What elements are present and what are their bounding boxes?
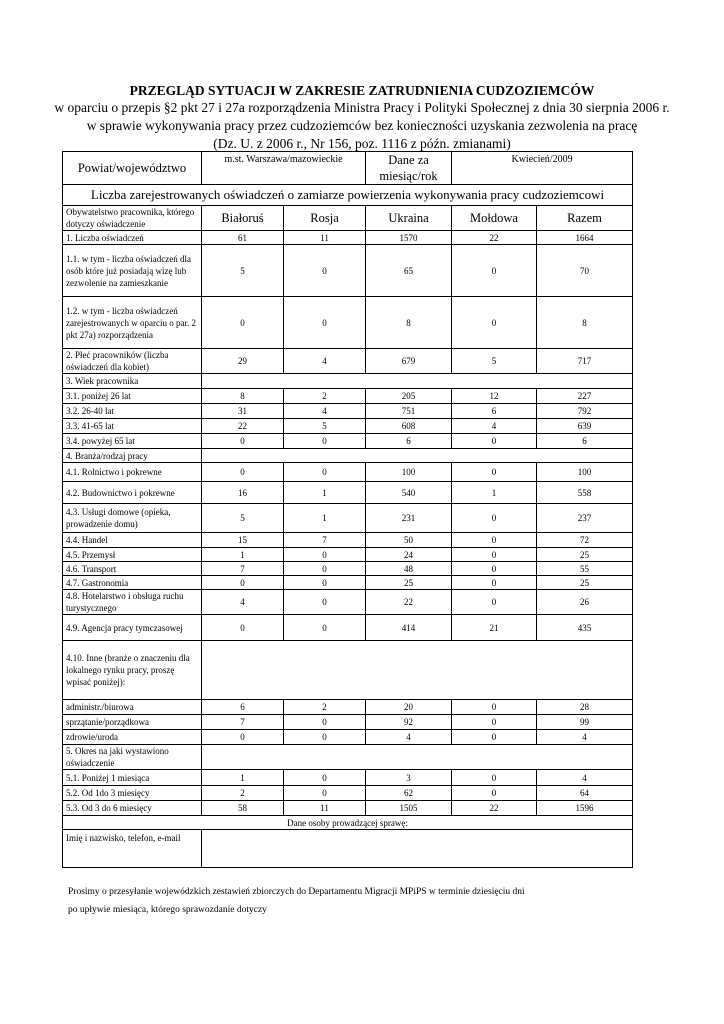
value-cell: 1 [202, 548, 284, 562]
value-cell: 50 [366, 533, 452, 548]
value-cell: 7 [202, 562, 284, 576]
table-row [63, 770, 633, 786]
value-cell: 0 [202, 434, 284, 449]
value-cell: 31 [202, 404, 284, 419]
value-cell: 7 [202, 715, 284, 730]
row-label: 4.9. Agencja pracy tymczasowej [63, 615, 202, 641]
value-cell: 6 [452, 404, 537, 419]
table-row [63, 715, 633, 730]
contact-label: Imię i nazwisko, telefon, e-mail [63, 830, 202, 868]
table-row [63, 349, 633, 374]
value-cell: 639 [537, 419, 633, 434]
value-cell: 2 [284, 700, 366, 715]
table-row [63, 449, 633, 463]
value-cell: 751 [366, 404, 452, 419]
table-row [63, 533, 633, 548]
table-row [63, 641, 633, 700]
value-cell: 29 [202, 349, 284, 374]
row-label: 2. Płeć pracowników (liczba oświadczeń dla kobiet) [63, 349, 202, 374]
value-cell: 1664 [537, 231, 633, 245]
value-cell: 0 [284, 245, 366, 297]
value-cell: 2 [202, 786, 284, 801]
value-cell: 435 [537, 615, 633, 641]
row-label: 4.2. Budownictwo i pokrewne [63, 482, 202, 504]
value-cell: 8 [537, 297, 633, 349]
value-cell: 679 [366, 349, 452, 374]
value-cell: 72 [537, 533, 633, 548]
table-row [63, 463, 633, 482]
meta-row [63, 152, 633, 185]
table-row [63, 434, 633, 449]
value-cell: 8 [202, 389, 284, 404]
value-cell: 4 [284, 404, 366, 419]
value-cell: 1570 [366, 231, 452, 245]
value-cell: 21 [452, 615, 537, 641]
row-label: 4.4. Handel [63, 533, 202, 548]
row-label: 1. Liczba oświadczeń [63, 231, 202, 245]
table-row [63, 419, 633, 434]
value-cell: 6 [202, 700, 284, 715]
table-row [63, 700, 633, 715]
contact-row [63, 830, 633, 868]
value-cell: 0 [452, 715, 537, 730]
value-cell: 99 [537, 715, 633, 730]
value-cell: 64 [537, 786, 633, 801]
value-cell: 237 [537, 504, 633, 533]
row-label: zdrowie/uroda [63, 730, 202, 745]
value-cell: 558 [537, 482, 633, 504]
contact-value-field[interactable] [202, 830, 633, 868]
value-cell: 1505 [366, 801, 452, 816]
value-cell: 16 [202, 482, 284, 504]
value-cell: 24 [366, 548, 452, 562]
value-cell: 65 [366, 245, 452, 297]
value-cell: 11 [284, 801, 366, 816]
value-cell: 0 [284, 590, 366, 615]
table-row [63, 576, 633, 590]
col-header-ukraina: Ukraina [366, 206, 452, 231]
value-cell: 0 [452, 730, 537, 745]
value-cell: 4 [284, 349, 366, 374]
value-cell: 0 [284, 576, 366, 590]
value-cell: 5 [202, 504, 284, 533]
table-row [63, 801, 633, 816]
value-cell: 25 [366, 576, 452, 590]
contact-header: Dane osoby prowadzącej sprawę: [63, 816, 633, 830]
value-cell: 4 [202, 590, 284, 615]
table-row [63, 548, 633, 562]
value-cell: 414 [366, 615, 452, 641]
value-cell: 2 [284, 389, 366, 404]
value-cell: 0 [284, 770, 366, 786]
contact-header-row [63, 816, 633, 830]
empty-cell [202, 374, 633, 389]
row-label: 3.3. 41-65 lat [63, 419, 202, 434]
value-cell: 0 [284, 548, 366, 562]
value-cell: 22 [366, 590, 452, 615]
row-label: 4.3. Usługi domowe (opieka, prowadzenie domu) [63, 504, 202, 533]
value-cell: 22 [202, 419, 284, 434]
value-cell: 0 [284, 434, 366, 449]
row-label: 4.5. Przemysł [63, 548, 202, 562]
value-cell: 62 [366, 786, 452, 801]
row-label: 4.6. Transport [63, 562, 202, 576]
row-label: 4. Branża/rodzaj pracy [63, 449, 202, 463]
row-label: 4.10. Inne (branże o znaczeniu dla lokalnego rynku pracy, proszę wpisać poniżej): [63, 641, 202, 700]
value-cell: 0 [284, 786, 366, 801]
value-cell: 20 [366, 700, 452, 715]
value-cell: 0 [452, 576, 537, 590]
value-cell: 7 [284, 533, 366, 548]
value-cell: 25 [537, 576, 633, 590]
value-cell: 1 [452, 482, 537, 504]
value-cell: 0 [284, 463, 366, 482]
value-cell: 0 [452, 786, 537, 801]
value-cell: 0 [284, 730, 366, 745]
row-label: 3. Wiek pracownika [63, 374, 202, 389]
col-header-rosja: Rosja [284, 206, 366, 231]
date-value: Kwiecień/2009 [452, 152, 633, 185]
value-cell: 70 [537, 245, 633, 297]
corner-label: Obywatelstwo pracownika, którego dotyczy oświadczenie [63, 206, 202, 231]
value-cell: 0 [452, 770, 537, 786]
value-cell: 61 [202, 231, 284, 245]
table-row [63, 231, 633, 245]
value-cell: 4 [537, 730, 633, 745]
value-cell: 1 [202, 770, 284, 786]
table-row [63, 590, 633, 615]
value-cell: 0 [202, 576, 284, 590]
table-row [63, 389, 633, 404]
value-cell: 0 [202, 297, 284, 349]
section-title: Liczba zarejestrowanych oświadczeń o zamiarze powierzenia wykonywania pracy cudzoziemcowi [63, 185, 633, 206]
table-row [63, 482, 633, 504]
row-label: 4.7. Gastronomia [63, 576, 202, 590]
value-cell: 0 [452, 463, 537, 482]
value-cell: 0 [452, 434, 537, 449]
column-header-row [63, 206, 633, 231]
value-cell: 3 [366, 770, 452, 786]
legal-basis-line: w oparciu o przepis §2 pkt 27 i 27a rozporządzenia Ministra Pracy i Polityki Społecznej z dnia 30 sierpnia 2006 r. [54, 100, 670, 115]
row-label: sprzątanie/porządkowa [63, 715, 202, 730]
value-cell: 11 [284, 231, 366, 245]
value-cell: 1596 [537, 801, 633, 816]
value-cell: 8 [366, 297, 452, 349]
table-row [63, 374, 633, 389]
value-cell: 0 [284, 615, 366, 641]
empty-cell [202, 745, 633, 770]
value-cell: 0 [284, 715, 366, 730]
value-cell: 55 [537, 562, 633, 576]
value-cell: 58 [202, 801, 284, 816]
value-cell: 0 [202, 615, 284, 641]
value-cell: 48 [366, 562, 452, 576]
value-cell: 92 [366, 715, 452, 730]
value-cell: 0 [202, 730, 284, 745]
value-cell: 5 [284, 419, 366, 434]
region-value: m.st. Warszawa/mazowieckie [202, 152, 366, 185]
value-cell: 4 [452, 419, 537, 434]
legal-subject-line: w sprawie wykonywania pracy przez cudzoziemców bez konieczności uzyskania zezwolenia na pracę [86, 118, 638, 133]
row-label: 4.8. Hotelarstwo i obsługa ruchu turystycznego [63, 590, 202, 615]
value-cell: 0 [202, 463, 284, 482]
value-cell: 0 [452, 504, 537, 533]
table-row [63, 562, 633, 576]
value-cell: 28 [537, 700, 633, 715]
value-cell: 0 [284, 297, 366, 349]
document-title: PRZEGLĄD SYTUACJI W ZAKRESIE ZATRUDNIENIA CUDZOZIEMCÓW [129, 83, 595, 98]
value-cell: 0 [452, 533, 537, 548]
row-label: 5.2. Od 1do 3 miesięcy [63, 786, 202, 801]
table-row [63, 245, 633, 297]
value-cell: 0 [284, 562, 366, 576]
value-cell: 12 [452, 389, 537, 404]
value-cell: 25 [537, 548, 633, 562]
value-cell: 22 [452, 801, 537, 816]
row-label: 5.1. Poniżej 1 miesiąca [63, 770, 202, 786]
value-cell: 0 [452, 700, 537, 715]
value-cell: 540 [366, 482, 452, 504]
row-label: 5.3. Od 3 do 6 miesięcy [63, 801, 202, 816]
table-row [63, 786, 633, 801]
value-cell: 0 [452, 562, 537, 576]
section-title-row [63, 185, 633, 206]
value-cell: 26 [537, 590, 633, 615]
value-cell: 15 [202, 533, 284, 548]
row-label: 3.2. 26-40 lat [63, 404, 202, 419]
row-label: 4.1. Rolnictwo i pokrewne [63, 463, 202, 482]
statistics-table [62, 151, 633, 868]
value-cell: 0 [452, 590, 537, 615]
row-label: 3.1. poniżej 26 lat [63, 389, 202, 404]
footer-note-line2: po upływie miesiąca, którego sprawozdanie dotyczy [68, 905, 267, 915]
value-cell: 6 [366, 434, 452, 449]
value-cell: 608 [366, 419, 452, 434]
row-label: 1.1. w tym - liczba oświadczeń dla osób które już posiadają wizę lub zezwolenie na zamieszkanie [63, 245, 202, 297]
col-header-razem: Razem [537, 206, 633, 231]
table-row [63, 404, 633, 419]
value-cell: 22 [452, 231, 537, 245]
table-row [63, 615, 633, 641]
empty-cell [202, 641, 633, 700]
value-cell: 4 [537, 770, 633, 786]
table-row [63, 745, 633, 770]
value-cell: 792 [537, 404, 633, 419]
empty-cell [202, 449, 633, 463]
value-cell: 227 [537, 389, 633, 404]
value-cell: 5 [202, 245, 284, 297]
value-cell: 0 [452, 297, 537, 349]
region-label: Powiat/województwo [63, 152, 202, 185]
footer-note-line1: Prosimy o przesyłanie wojewódzkich zestawień zbiorczych do Departamentu Migracji MPiPS w terminie dziesięciu dni [68, 887, 525, 897]
table-row [63, 297, 633, 349]
row-label: 5. Okres na jaki wystawiono oświadczenie [63, 745, 202, 770]
row-label: administr./biurowa [63, 700, 202, 715]
value-cell: 4 [366, 730, 452, 745]
row-label: 3.4. powyżej 65 lat [63, 434, 202, 449]
value-cell: 1 [284, 504, 366, 533]
table-row [63, 504, 633, 533]
value-cell: 100 [537, 463, 633, 482]
row-label: 1.2. w tym - liczba oświadczeń zarejestrowanych w oparciu o par. 2 pkt 27a) rozporządzenia [63, 297, 202, 349]
col-header-moldowa: Mołdowa [452, 206, 537, 231]
value-cell: 0 [452, 245, 537, 297]
legal-reference-line: (Dz. U. z 2006 r., Nr 156, poz. 1116 z późn. zmianami) [213, 136, 511, 151]
table-row [63, 730, 633, 745]
value-cell: 0 [452, 548, 537, 562]
value-cell: 100 [366, 463, 452, 482]
value-cell: 6 [537, 434, 633, 449]
value-cell: 1 [284, 482, 366, 504]
value-cell: 717 [537, 349, 633, 374]
value-cell: 205 [366, 389, 452, 404]
date-label: Dane za miesiąc/rok [366, 152, 452, 185]
col-header-bialorus: Białoruś [202, 206, 284, 231]
value-cell: 231 [366, 504, 452, 533]
value-cell: 5 [452, 349, 537, 374]
